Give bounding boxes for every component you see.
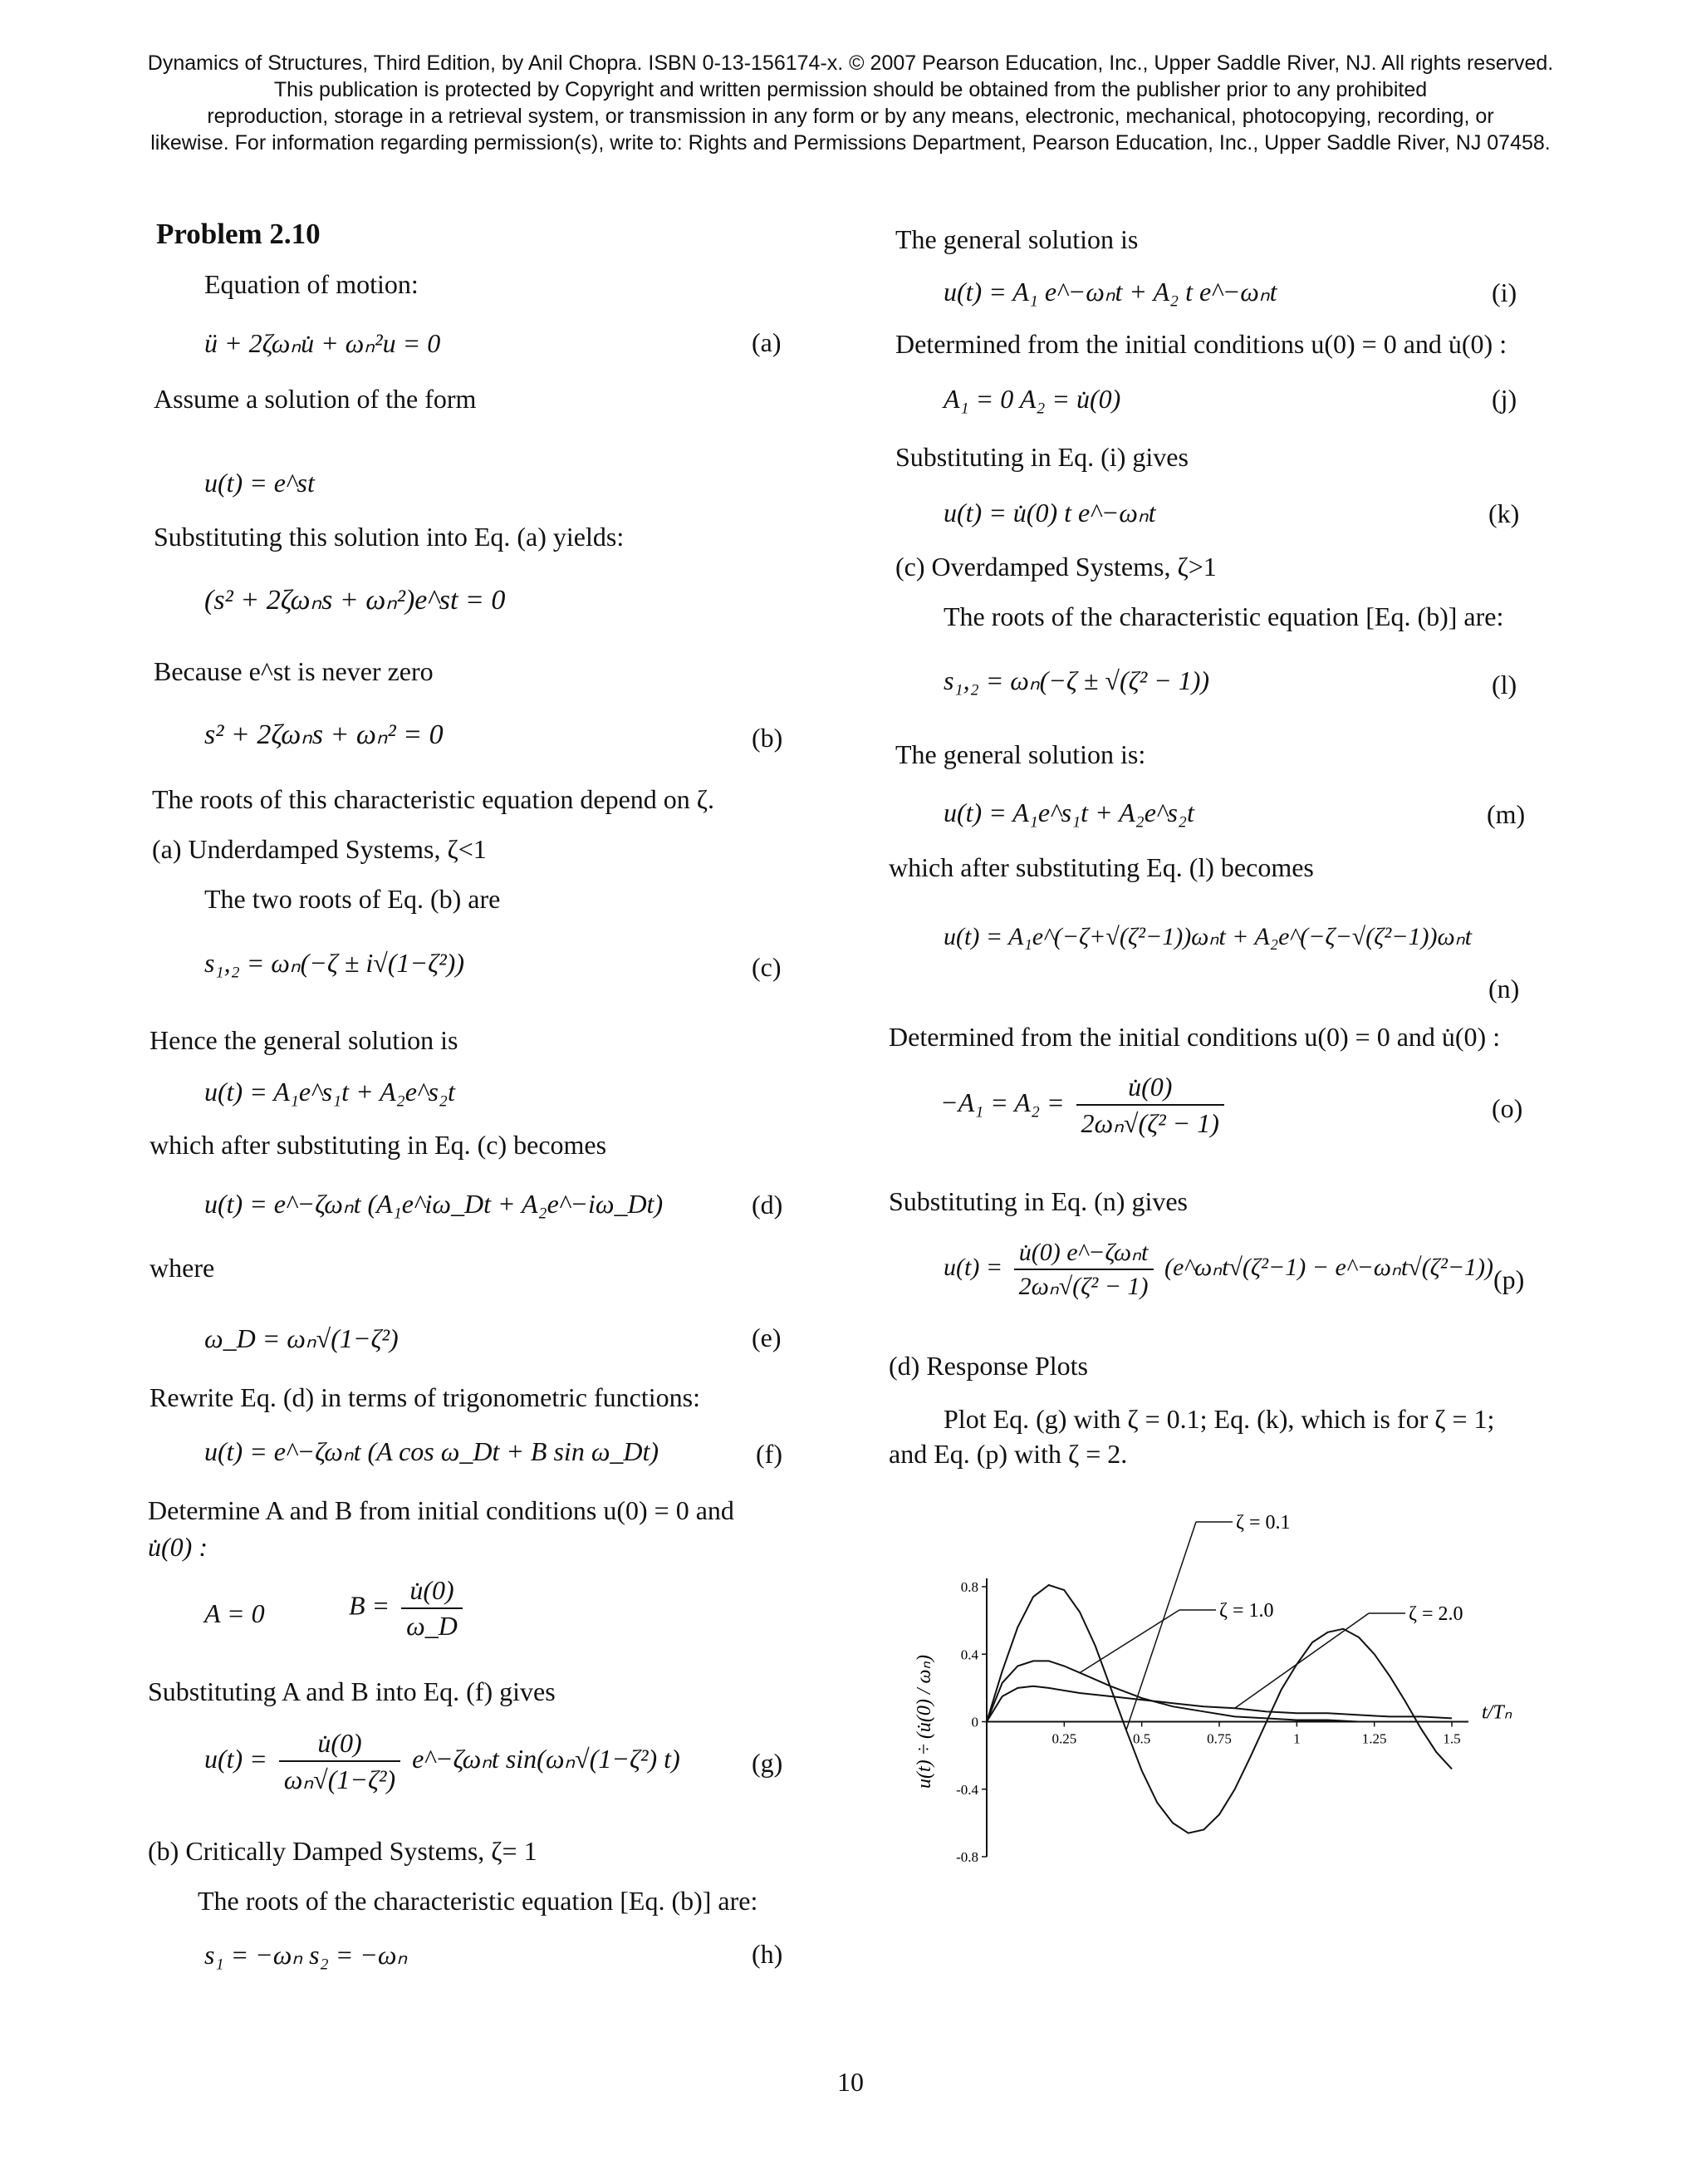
equation-g-lhs: u(t) = bbox=[204, 1743, 267, 1774]
substitute-AB-text: Substituting A and B into Eq. (f) gives bbox=[148, 1676, 556, 1706]
equation-p-numerator: u̇(0) e^−ζωₙt bbox=[1014, 1238, 1154, 1270]
x-tick-label: 1 bbox=[1293, 1730, 1301, 1747]
y-tick-label: -0.8 bbox=[956, 1849, 978, 1865]
equation-tag-g: (g) bbox=[752, 1748, 783, 1778]
page-number: 10 bbox=[837, 2067, 864, 2097]
equation-o bbox=[940, 1072, 1229, 1139]
where-text: where bbox=[150, 1253, 215, 1283]
equation-o-denominator: 2ωₙ√(ζ² − 1) bbox=[1081, 1108, 1219, 1138]
equation-n: u(t) = A₁e^(−ζ+√(ζ²−1))ωₙt + A₂e^(−ζ−√(ζ²−1))ωₙt bbox=[944, 923, 1472, 950]
equation-o-fraction bbox=[1076, 1072, 1224, 1139]
equation-general: u(t) = A₁e^s₁t + A₂e^s₂t bbox=[204, 1077, 455, 1107]
equation-B-numerator: u̇(0) bbox=[401, 1575, 463, 1609]
after-l-text: which after substituting Eq. (l) becomes bbox=[889, 852, 1314, 882]
left-column bbox=[0, 0, 850, 1994]
equation-tag-e: (e) bbox=[752, 1323, 782, 1352]
determined-text-2: Determined from the initial conditions u(0) = 0 and u̇(0) : bbox=[889, 1022, 1501, 1052]
equation-c: s₁,₂ = ωₙ(−ζ ± i√(1−ζ²)) bbox=[204, 948, 464, 978]
equation-tag-b: (b) bbox=[752, 723, 783, 753]
y-tick-label: 0.4 bbox=[960, 1647, 978, 1663]
x-tick-label: 0.5 bbox=[1133, 1730, 1151, 1747]
rewrite-text: Rewrite Eq. (d) in terms of trigonometric functions: bbox=[150, 1382, 700, 1412]
equation-tag-p: (p) bbox=[1493, 1264, 1525, 1294]
equation-g-fraction bbox=[279, 1728, 400, 1795]
equation-tag-k: (k) bbox=[1488, 498, 1520, 528]
determine-text: Determine A and B from initial conditions u(0) = 0 and bbox=[148, 1495, 734, 1525]
equation-o-numerator: u̇(0) bbox=[1076, 1072, 1224, 1106]
header-line-4: likewise. For information regarding permission(s), write to: Rights and Permissions Department, Pearson Education, Inc., Upper Saddle River, NJ 07458. bbox=[150, 131, 1551, 155]
equation-g bbox=[204, 1728, 680, 1795]
equation-tag-n: (n) bbox=[1488, 974, 1520, 1004]
substituting-i-text: Substituting in Eq. (i) gives bbox=[895, 442, 1189, 472]
x-tick-label: 1.5 bbox=[1443, 1730, 1461, 1747]
x-tick-label: 0.75 bbox=[1207, 1730, 1232, 1747]
hence-text: Hence the general solution is bbox=[150, 1025, 458, 1055]
annotation-label: ζ = 2.0 bbox=[1409, 1603, 1463, 1625]
y-tick-label: -0.4 bbox=[956, 1781, 978, 1798]
response-chart bbox=[880, 1487, 1537, 1886]
equation-B-fraction bbox=[401, 1575, 463, 1642]
equation-g-rhs: e^−ζωₙt sin(ωₙ√(1−ζ²) t) bbox=[412, 1743, 680, 1774]
equation-k: u(t) = u̇(0) t e^−ωₙt bbox=[944, 498, 1156, 528]
equation-tag-i: (i) bbox=[1492, 277, 1517, 307]
equation-B bbox=[349, 1575, 468, 1642]
x-tick-label: 0.25 bbox=[1051, 1730, 1077, 1747]
annotation-leader bbox=[1235, 1613, 1369, 1708]
equation-B-denominator: ω_D bbox=[406, 1611, 458, 1641]
annotation-leader bbox=[1080, 1610, 1179, 1673]
roots-depend-text: The roots of this characteristic equation depend on ζ. bbox=[152, 784, 715, 814]
equation-B-lhs: B = bbox=[349, 1590, 390, 1621]
equation-g-denominator: ωₙ√(1−ζ²) bbox=[283, 1764, 396, 1794]
y-tick-label: 0 bbox=[971, 1714, 978, 1730]
equation-tag-m: (m) bbox=[1487, 799, 1526, 829]
substitute-text: Substituting this solution into Eq. (a) yields: bbox=[154, 522, 625, 552]
series-line-3 bbox=[987, 1686, 1452, 1722]
header-line-1: Dynamics of Structures, Third Edition, by Anil Chopra. ISBN 0-13-156174-x. © 2007 Pearson Education, Inc., Upper Saddle River, NJ. All rights reserved. bbox=[147, 52, 1554, 75]
equation-p-fraction bbox=[1014, 1238, 1154, 1301]
x-tick-label: 1.25 bbox=[1361, 1730, 1387, 1747]
equation-d: u(t) = e^−ζωₙt (A₁e^iω_Dt + A₂e^−iω_Dt) bbox=[204, 1189, 664, 1219]
equation-p-denominator: 2ωₙ√(ζ² − 1) bbox=[1018, 1273, 1149, 1300]
equation-tag-c: (c) bbox=[752, 952, 782, 982]
substituting-n-text: Substituting in Eq. (n) gives bbox=[889, 1186, 1188, 1216]
equation-f: u(t) = e^−ζωₙt (A cos ω_Dt + B sin ω_Dt) bbox=[204, 1436, 659, 1466]
right-column bbox=[850, 0, 1701, 1495]
determined-text-1: Determined from the initial conditions u(0) = 0 and u̇(0) : bbox=[895, 329, 1507, 359]
series-line-2 bbox=[987, 1661, 1452, 1721]
equation-m: u(t) = A₁e^s₁t + A₂e^s₂t bbox=[944, 798, 1194, 827]
equation-assume: u(t) = e^st bbox=[204, 468, 315, 498]
equation-tag-a: (a) bbox=[752, 327, 782, 357]
equation-i: u(t) = A₁ e^−ωₙt + A₂ t e^−ωₙt bbox=[944, 277, 1277, 307]
equation-substituted: (s² + 2ζωₙs + ωₙ²)e^st = 0 bbox=[204, 585, 506, 616]
assume-text: Assume a solution of the form bbox=[154, 384, 477, 414]
equation-h: s₁ = −ωₙ s₂ = −ωₙ bbox=[204, 1940, 408, 1970]
annotation-label: ζ = 1.0 bbox=[1219, 1600, 1274, 1622]
equation-p bbox=[944, 1238, 1493, 1301]
overdamped-heading: (c) Overdamped Systems, ζ>1 bbox=[895, 552, 1217, 582]
equation-j: A₁ = 0 A₂ = u̇(0) bbox=[944, 384, 1121, 414]
y-tick-label: 0.8 bbox=[960, 1579, 978, 1595]
overdamped-roots-text: The roots of the characteristic equation [Eq. (b)] are: bbox=[944, 601, 1504, 631]
header-line-2: This publication is protected by Copyright and written permission should be obtained from the publisher prior to any prohibited bbox=[273, 78, 1428, 101]
annotation-leader bbox=[1126, 1522, 1196, 1730]
equation-p-lhs: u(t) = bbox=[944, 1253, 1003, 1281]
equation-p-rhs: (e^ωₙt√(ζ²−1) − e^−ωₙt√(ζ²−1)) bbox=[1164, 1253, 1494, 1281]
underdamped-heading: (a) Underdamped Systems, ζ<1 bbox=[152, 834, 487, 864]
because-text: Because e^st is never zero bbox=[154, 656, 434, 686]
equation-tag-f: (f) bbox=[756, 1439, 782, 1469]
response-plots-heading: (d) Response Plots bbox=[889, 1351, 1088, 1381]
determine-text-2: u̇(0) : bbox=[148, 1532, 208, 1562]
header-line-3: reproduction, storage in a retrieval system, or transmission in any form or by any means, electronic, mechanical, photocopying, recording, or bbox=[207, 105, 1494, 128]
general-solution-text-2: The general solution is: bbox=[895, 739, 1146, 769]
equation-of-motion-label: Equation of motion: bbox=[204, 269, 419, 299]
critical-roots-text: The roots of the characteristic equation [Eq. (b)] are: bbox=[198, 1886, 758, 1916]
equation-g-numerator: u̇(0) bbox=[279, 1728, 400, 1762]
equation-a: ü + 2ζωₙu̇ + ωₙ²u = 0 bbox=[204, 328, 441, 358]
general-solution-text: The general solution is bbox=[895, 224, 1139, 254]
annotation-label: ζ = 0.1 bbox=[1236, 1512, 1291, 1534]
equation-o-lhs: −A₁ = A₂ = bbox=[940, 1087, 1065, 1117]
critically-damped-heading: (b) Critically Damped Systems, ζ= 1 bbox=[148, 1836, 537, 1866]
x-axis-label: t/Tₙ bbox=[1482, 1701, 1512, 1724]
equation-tag-j: (j) bbox=[1492, 384, 1517, 414]
two-roots-text: The two roots of Eq. (b) are bbox=[204, 884, 501, 914]
equation-b: s² + 2ζωₙs + ωₙ² = 0 bbox=[204, 719, 444, 750]
y-axis-label: u(t) ÷ (u̇(0) / ωₙ) bbox=[914, 1655, 935, 1789]
series-line-1 bbox=[987, 1585, 1452, 1833]
equation-A: A = 0 bbox=[204, 1598, 265, 1628]
plots-text-2: and Eq. (p) with ζ = 2. bbox=[889, 1439, 1128, 1469]
equation-tag-h: (h) bbox=[752, 1939, 783, 1969]
equation-e: ω_D = ωₙ√(1−ζ²) bbox=[204, 1323, 399, 1353]
equation-tag-d: (d) bbox=[752, 1190, 783, 1220]
equation-tag-o: (o) bbox=[1492, 1093, 1523, 1123]
plots-text-1: Plot Eq. (g) with ζ = 0.1; Eq. (k), which is for ζ = 1; bbox=[944, 1404, 1495, 1434]
equation-tag-l: (l) bbox=[1492, 670, 1517, 699]
equation-l: s₁,₂ = ωₙ(−ζ ± √(ζ² − 1)) bbox=[944, 665, 1210, 695]
problem-title: Problem 2.10 bbox=[156, 218, 321, 250]
after-c-text: which after substituting in Eq. (c) becomes bbox=[150, 1130, 607, 1160]
